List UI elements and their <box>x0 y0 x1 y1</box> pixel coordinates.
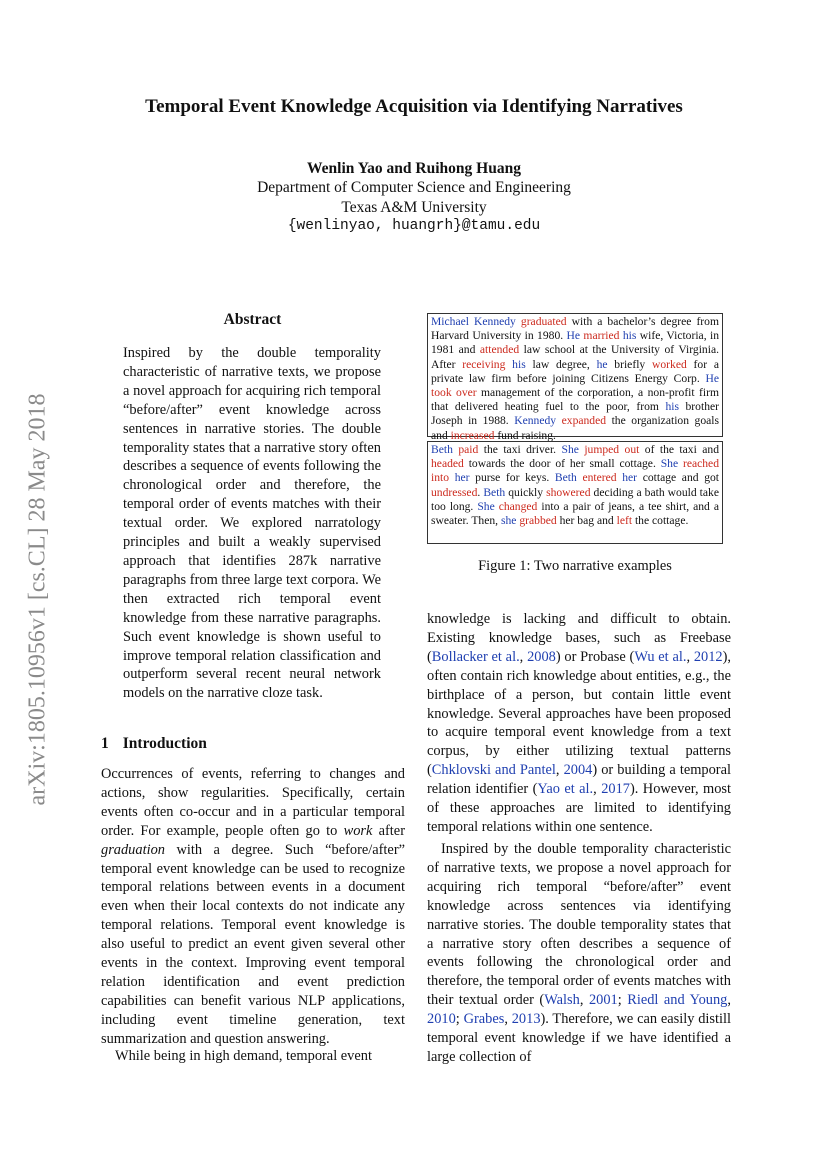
citation-link[interactable]: 2012 <box>693 648 723 665</box>
entity-mention: She <box>477 499 495 513</box>
section-title: Introduction <box>122 735 207 752</box>
citation-link[interactable]: 2004 <box>563 762 593 779</box>
author-names: Wenlin Yao and Ruihong Huang <box>307 160 521 177</box>
citation-link[interactable]: 2008 <box>527 648 556 665</box>
citation-link[interactable]: Walsh <box>544 992 580 1009</box>
event-mention: paid <box>458 443 479 456</box>
entity-mention: his <box>512 357 526 371</box>
event-mention: married <box>583 329 620 343</box>
entity-mention: Beth <box>483 485 506 499</box>
citation-link[interactable]: 2017 <box>601 781 630 798</box>
narrative-example-2: Beth paid the taxi driver. She jumped out of the taxi and headed towards the door of her small cottage. She reached into her purse for keys. Beth entered her cottage and got undressed. Beth quickly showered deciding a bath would take too long. She changed into a pair of jeans, a tee shirt, and a sweater. Then, she grabbed her bag and left the cottage. <box>427 441 723 544</box>
citation-link[interactable]: Bollacker et al. <box>431 648 520 665</box>
entity-mention: He <box>705 371 719 385</box>
citation-link[interactable]: Wu et al. <box>634 648 687 665</box>
right-column-paragraph-2: Inspired by the double temporality characteristic of narrative texts, we propose a novel approach for acquiring rich temporal “before/after” event knowledge across sentences via identifying narrative stories. The double temporality states that a narrative story often describes a sequence of events following the chronological order and therefore, the temporal order of events matches with their textual order (Walsh, 2001; Riedl and Young, 2010; Grabes, 2013). Therefore, we can easily distill temporal event knowledge if we have identified a large collection of <box>427 841 731 1065</box>
event-mention: expanded <box>561 414 607 428</box>
entity-mention: her <box>454 471 470 485</box>
event-mention: headed <box>431 457 464 471</box>
citation-link[interactable]: Yao et al. <box>537 781 594 798</box>
abstract-body: Inspired by the double temporality characteristic of narrative texts, we propose a novel approach for acquiring rich temporal “before/after” event knowledge across sentences in narrative stories. The double temporality states that a narrative story often describes a sequence of events following the chronological order and therefore, the temporal order of events matches with their textual order. We explored narratology principles and built a weakly supervised approach that identifies 287k narrative paragraphs from three large text corpora. We then extracted rich temporal event knowledge from these narrative paragraphs. Such event knowledge is shown useful to improve temporal relation classification and outperform several recent neural network models on the narrative cloze task. <box>123 345 381 702</box>
entity-mention: his <box>665 400 679 414</box>
event-mention: receiving <box>462 357 506 371</box>
section-number: 1 <box>101 735 109 752</box>
right-column-paragraph-1: knowledge is lacking and difficult to obtain. Existing knowledge bases, such as Freebase (Bollacker et al., 2008) or Probase (Wu et al., 2012), often contain rich knowledge about entities, e.g., the birthplace of a person, but contain little event knowledge. Several approaches have been proposed to acquire temporal event knowledge from a text corpus, by either utilizing textual patterns (Chklovski and Pantel, 2004) or building a temporal relation identifier (Yao et al., 2017). However, most of these approaches are limited to identifying temporal relations within one sentence. <box>427 611 732 835</box>
author-emails: {wenlinyao, huangrh}@tamu.edu <box>287 218 541 234</box>
intro-emph-graduation: graduation <box>101 841 165 858</box>
citation-link[interactable]: 2001 <box>588 992 618 1009</box>
event-mention: reached into <box>431 457 719 485</box>
intro-paragraph-2: While being in high demand, temporal event <box>115 1048 372 1064</box>
entity-mention: She <box>660 457 679 471</box>
entity-mention: She <box>561 443 579 456</box>
entity-mention: her <box>622 471 638 485</box>
affiliation-department: Department of Computer Science and Engineering <box>257 179 571 196</box>
entity-mention: Kennedy <box>514 414 557 428</box>
intro-emph-work: work <box>343 822 373 839</box>
event-mention: increased <box>450 428 495 442</box>
citation-link[interactable]: Chklovski and Pantel <box>431 762 556 779</box>
citation-link[interactable]: Grabes <box>463 1011 505 1028</box>
entity-mention: He <box>566 329 581 343</box>
event-mention: jumped out <box>584 443 640 456</box>
event-mention: changed <box>498 499 538 513</box>
event-mention: attended <box>479 343 520 357</box>
intro-paragraph-1 <box>101 765 405 1049</box>
narrative-example-1: Michael Kennedy graduated with a bachelor’s degree from Harvard University in 1980. He married his wife, Victoria, in 1981 and attended law school at the University of Virginia. After receiving his law degree, he briefly worked for a private law firm before joining Citizens Energy Corp. He took over management of the corporation, a non-profit firm that delivered heating fuel to the poor, from his brother Joseph in 1988. Kennedy expanded the organization goals and increased fund raising. <box>427 313 723 437</box>
event-mention: entered <box>582 471 617 485</box>
entity-mention: Michael Kennedy <box>431 315 516 328</box>
intro-text-c: with a degree. Such “before/after” temporal event knowledge can be used to recognize temporal relations between events in a document even when their local contexts do not indicate any temporal relations. Temporal event knowledge is also useful to predict an event given several other events in the context. Improving event temporal relation identification and event prediction capabilities can benefit various NLP applications, including event timeline generation, text summarization and question answering. <box>101 841 405 1047</box>
intro-text-b: after <box>372 822 405 839</box>
event-mention: showered <box>546 485 591 499</box>
arxiv-identifier-stamp: arXiv:1805.10956v1 [cs.CL] 28 May 2018 <box>24 393 51 806</box>
affiliation-university: Texas A&M University <box>341 199 487 216</box>
entity-mention: Beth <box>431 443 453 456</box>
event-mention: left <box>616 514 633 528</box>
intro-text-a: Occurrences of events, referring to changes and actions, show regularities. Specifically, certain events often co-occur and in a particular temporal order. For example, people often go to <box>101 766 405 839</box>
entity-mention: his <box>622 329 637 343</box>
figure-caption: Figure 1: Two narrative examples <box>478 558 672 574</box>
event-mention: grabbed <box>519 514 557 528</box>
event-mention: worked <box>652 357 687 371</box>
entity-mention: she <box>500 514 517 528</box>
entity-mention: Beth <box>554 471 577 485</box>
event-mention: graduated <box>520 315 567 328</box>
section-heading-introduction <box>101 735 207 753</box>
paper-title: Temporal Event Knowledge Acquisition via Identifying Narratives <box>145 96 683 117</box>
citation-link[interactable]: Riedl and Young <box>627 992 728 1009</box>
event-mention: took over <box>431 386 477 400</box>
abstract-heading: Abstract <box>223 311 282 328</box>
entity-mention: he <box>596 357 608 371</box>
citation-link[interactable]: 2010 <box>427 1011 456 1028</box>
citation-link[interactable]: 2013 <box>511 1011 541 1028</box>
event-mention: undressed <box>431 485 478 499</box>
